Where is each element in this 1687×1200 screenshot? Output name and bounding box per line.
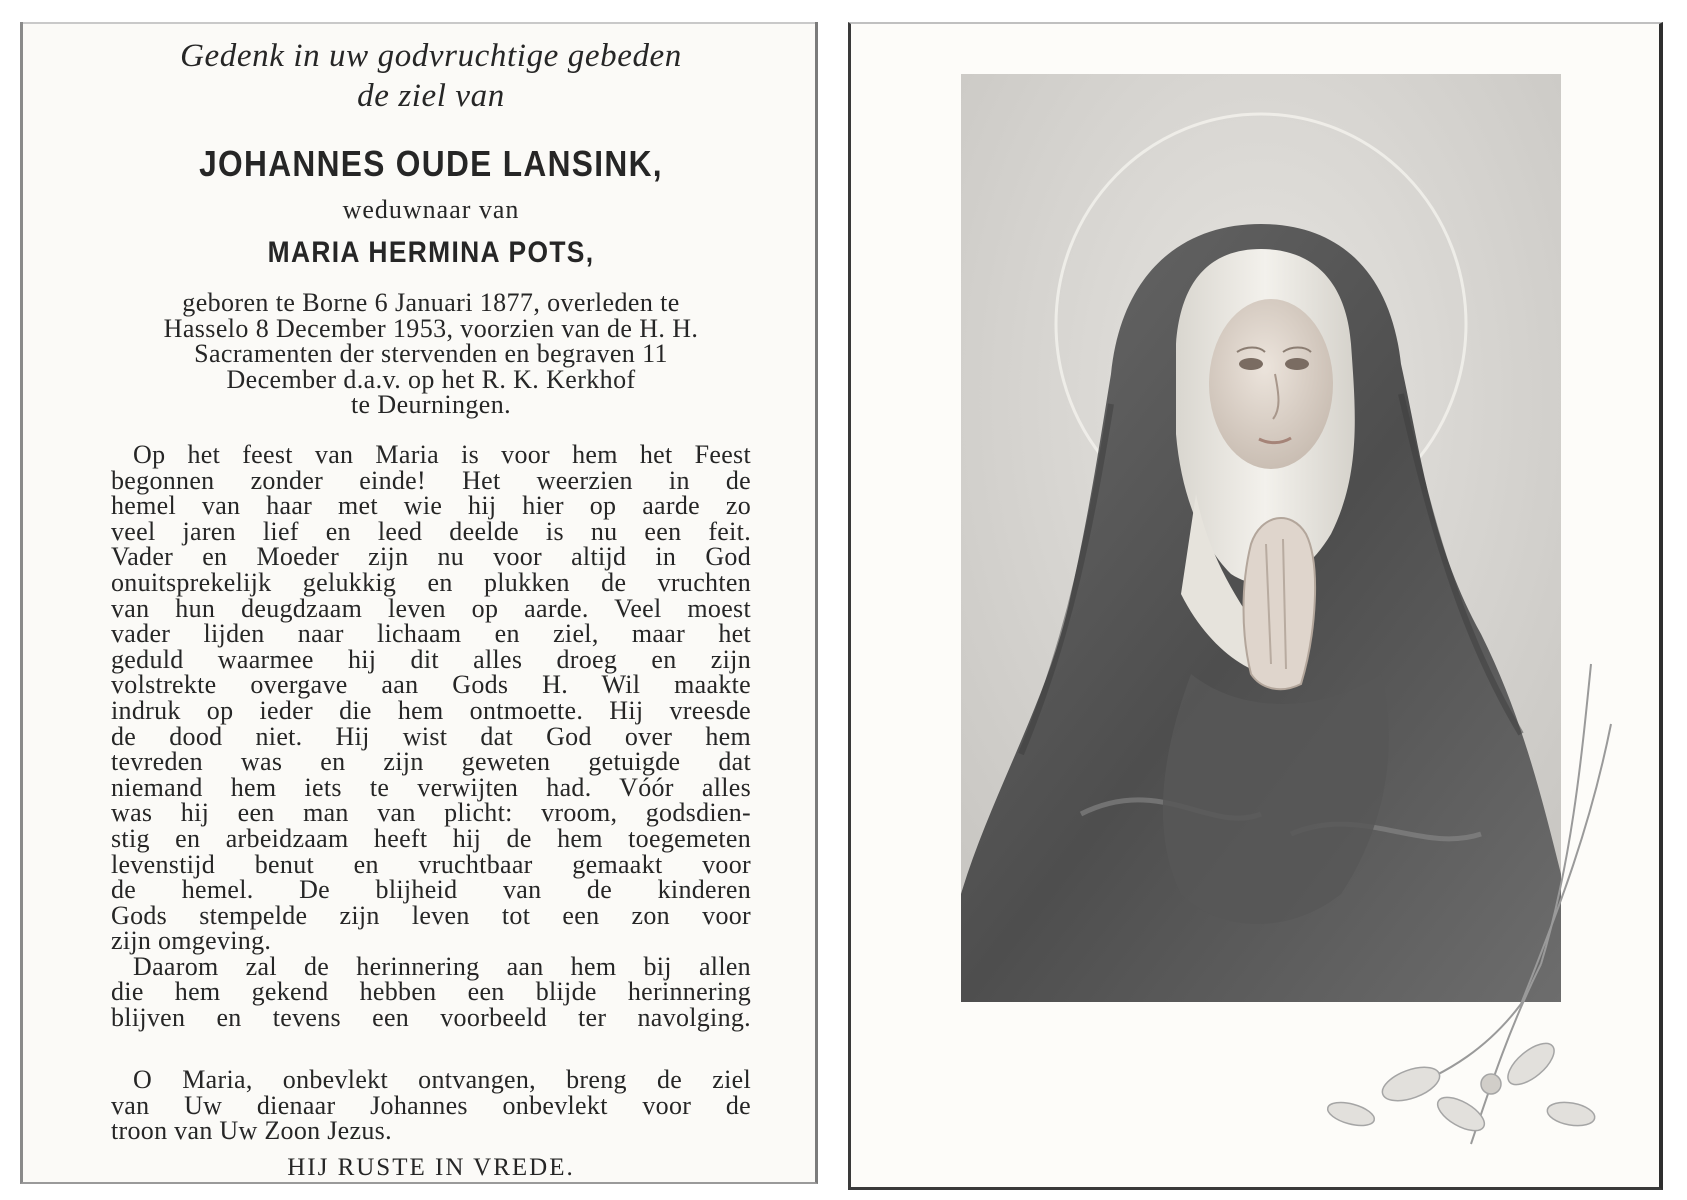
birth-death-details [111,290,751,418]
body-line: Gods stempelde zijn leven tot een zon voor [111,900,751,930]
intro-line-2: de ziel van [357,78,505,114]
body-line: volstrekte overgave aan Gods H. Wil maakte [111,670,751,700]
body-line: indruk op ieder die hem ontmoette. Hij vreesde [111,695,751,725]
birth-death-line: December d.a.v. op het R. K. Kerkhof [226,364,636,394]
body-line: vader lijden naar lichaam en ziel, maar het [111,619,751,649]
relation-text: weduwnaar van [342,195,520,224]
deceased-name: JOHANNES OUDE LANSINK, [199,143,663,184]
memorial-body-text [111,442,751,1031]
closing-line: HIJ RUSTE IN VREDE. [287,1154,575,1181]
prayer-text [111,1067,751,1144]
memorial-text-card [20,22,818,1184]
body-line: zijn omgeving. [111,926,272,956]
header-block [111,22,751,418]
body-line: die hem gekend hebben een blijde herinnering [111,977,751,1007]
body-line: hemel van haar met wie hij hier op aarde zo [111,491,751,521]
body-line: veel jaren lief en leed deelde is nu een feit. [111,516,751,546]
birth-death-line: geboren te Borne 6 Januari 1877, overleden te [182,288,680,317]
prayer-line: troon van Uw Zoon Jezus. [111,1116,392,1146]
birth-death-line: Hasselo 8 December 1953, voorzien van de H. H. [163,313,699,343]
body-line: blijven en tevens een voorbeeld ter navolging. [111,1003,751,1033]
body-line: de dood niet. Hij wist dat God over hem [111,721,751,751]
body-line: stig en arbeidzaam heeft hij de hem toegemeten [111,823,751,853]
body-line: niemand hem iets te verwijten had. Vóór alles [111,772,751,802]
body-line: begonnen zonder einde! Het weerzien in de [111,465,751,495]
body-line: de hemel. De blijheid van de kinderen [111,875,751,905]
birth-death-line: te Deurningen. [350,390,512,419]
intro-line-1: Gedenk in uw godvruchtige gebeden [180,38,682,74]
body-line: Daarom zal de herinnering aan hem bij allen [133,951,751,981]
body-line: tevreden was en zijn geweten getuigde dat [111,747,751,777]
spouse-name: MARIA HERMINA POTS, [267,236,595,269]
body-line: Vader en Moeder zijn nu voor altijd in God [111,542,751,572]
body-line: was hij een man van plicht: vroom, godsdien- [111,798,751,828]
birth-death-line: Sacramenten der stervenden en begraven 11 [194,339,668,368]
flower-decoration [1291,644,1631,1164]
body-line: levenstijd benut en vruchtbaar gemaakt voor [111,849,751,879]
body-line: Op het feest van Maria is voor hem het Feest [133,440,751,469]
prayer-line: O Maria, onbevlekt ontvangen, breng de ziel [133,1065,751,1094]
body-line: onuitsprekelijk gelukkig en plukken de vruchten [111,567,751,597]
body-line: geduld waarmee hij dit alles droeg en zijn [111,644,751,674]
memorial-image-card [848,22,1663,1190]
body-line: van hun deugdzaam leven op aarde. Veel moest [111,593,751,623]
prayer-line: van Uw dienaar Johannes onbevlekt voor de [111,1090,751,1120]
